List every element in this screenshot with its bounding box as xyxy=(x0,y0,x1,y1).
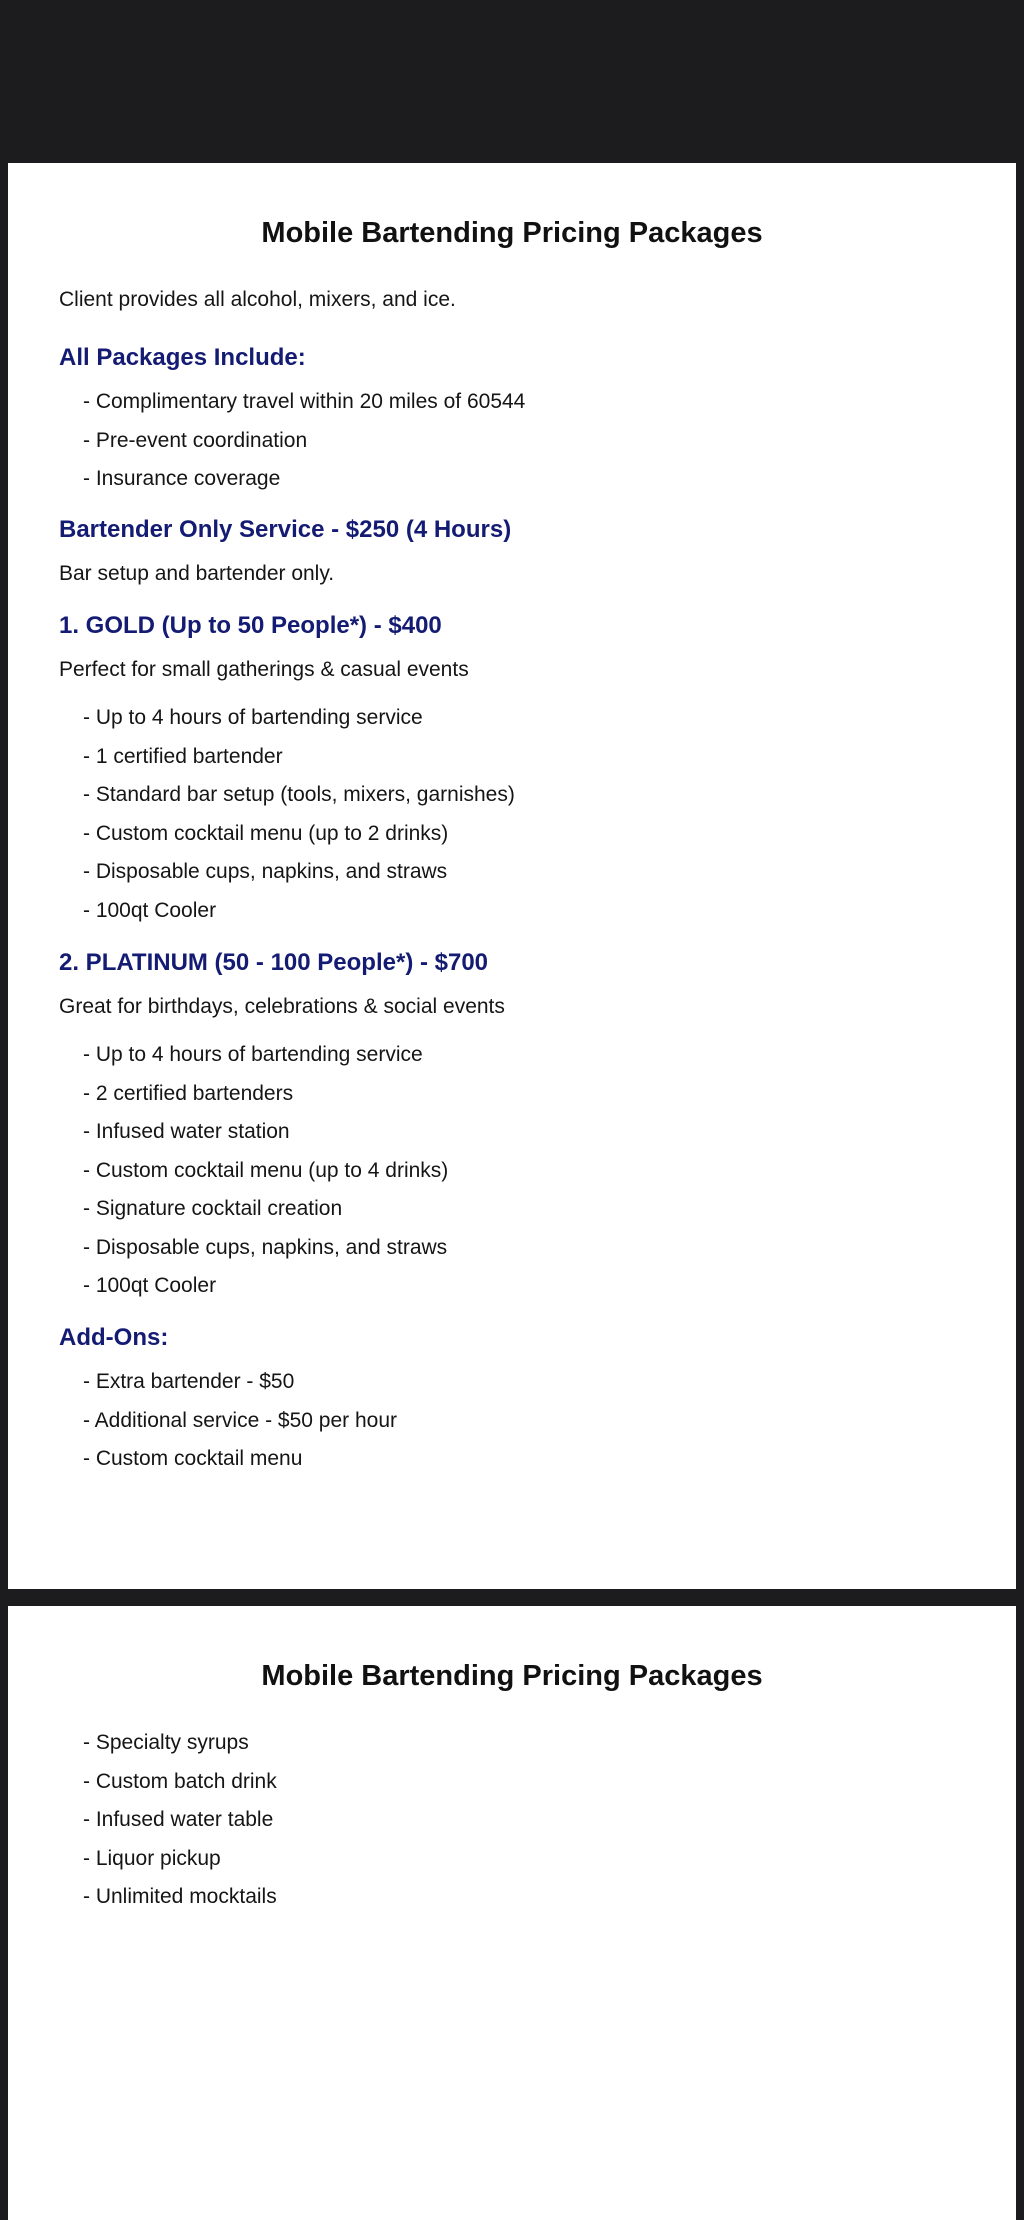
add-ons-heading: Add-Ons: xyxy=(59,1324,169,1351)
list-item: - Liquor pickup xyxy=(83,1846,221,1870)
bartender-only-description: Bar setup and bartender only. xyxy=(59,562,335,585)
list-item: - Extra bartender - $50 xyxy=(83,1370,295,1393)
list-item: - Up to 4 hours of bartending service xyxy=(83,706,423,729)
add-ons-list xyxy=(59,1369,976,1485)
all-packages-list xyxy=(59,389,976,505)
list-item: - Insurance coverage xyxy=(83,467,281,490)
list-item: - Disposable cups, napkins, and straws xyxy=(83,860,448,883)
add-ons-list-continued xyxy=(59,1730,976,1923)
list-item: - Up to 4 hours of bartending service xyxy=(83,1043,423,1066)
list-item: - Infused water table xyxy=(83,1808,274,1831)
list-item: - Signature cocktail creation xyxy=(83,1197,343,1220)
platinum-package-list xyxy=(59,1042,976,1312)
list-item: - Custom cocktail menu (up to 2 drinks) xyxy=(83,821,449,845)
list-item: - 2 certified bartenders xyxy=(83,1081,294,1105)
list-item: - 100qt Cooler xyxy=(83,1274,217,1297)
list-item: - Specialty syrups xyxy=(83,1731,249,1754)
list-item: - Custom cocktail menu (up to 4 drinks) xyxy=(83,1158,449,1182)
list-item: - 100qt Cooler xyxy=(83,898,217,922)
list-item: - Standard bar setup (tools, mixers, garnishes) xyxy=(83,783,515,806)
list-item: - Infused water station xyxy=(83,1120,290,1143)
list-item: - Disposable cups, napkins, and straws xyxy=(83,1235,448,1259)
gold-package-list xyxy=(59,705,976,936)
viewer-top-bar xyxy=(0,0,1024,162)
list-item: - Complimentary travel within 20 miles of 60544 xyxy=(83,390,526,413)
gold-package-heading: 1. GOLD (Up to 50 People*) - $400 xyxy=(59,612,442,639)
platinum-package-heading: 2. PLATINUM (50 - 100 People*) - $700 xyxy=(59,949,489,976)
document-page-1 xyxy=(8,163,1016,1589)
platinum-package-description: Great for birthdays, celebrations & social events xyxy=(59,995,505,1018)
list-item: - Additional service - $50 per hour xyxy=(83,1408,398,1432)
list-item: - Custom batch drink xyxy=(83,1769,277,1793)
page-title: Mobile Bartending Pricing Packages xyxy=(261,1660,763,1692)
bartender-only-heading: Bartender Only Service - $250 (4 Hours) xyxy=(59,516,512,543)
list-item: - Unlimited mocktails xyxy=(83,1885,277,1908)
gold-package-description: Perfect for small gatherings & casual events xyxy=(59,658,469,681)
list-item: - Pre-event coordination xyxy=(83,428,308,452)
page-title: Mobile Bartending Pricing Packages xyxy=(261,217,763,249)
intro-text: Client provides all alcohol, mixers, and ice. xyxy=(59,288,456,311)
document-page-2 xyxy=(8,1606,1016,2220)
list-item: - Custom cocktail menu xyxy=(83,1447,303,1470)
all-packages-heading: All Packages Include: xyxy=(59,344,306,371)
list-item: - 1 certified bartender xyxy=(83,744,283,768)
